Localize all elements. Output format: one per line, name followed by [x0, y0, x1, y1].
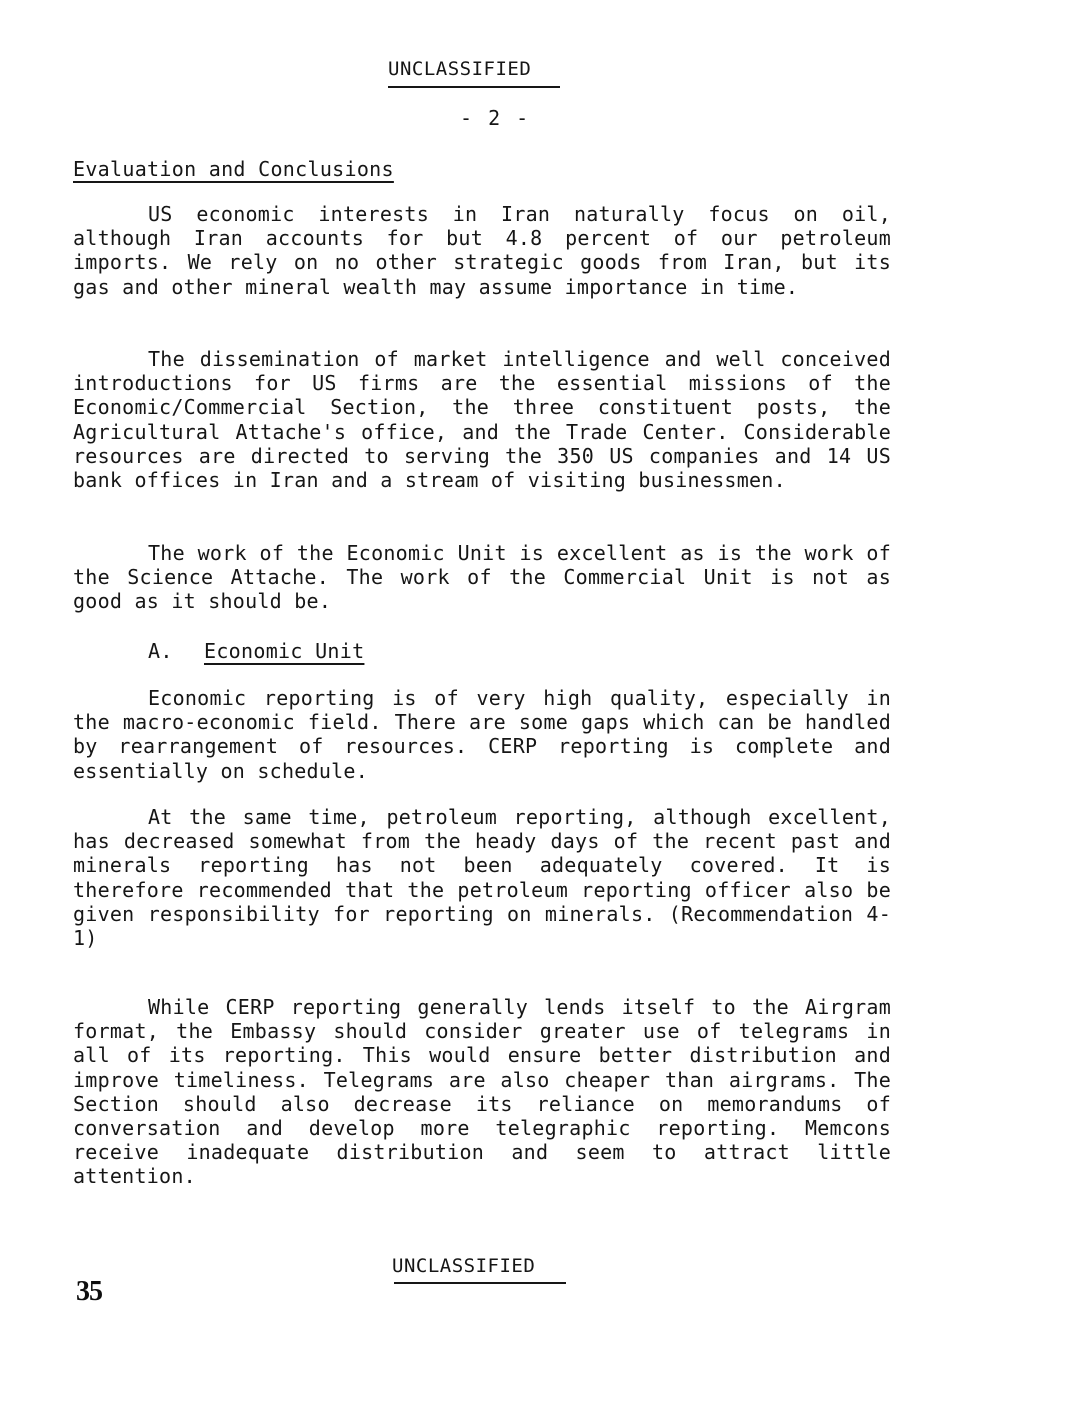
classification-footer: UNCLASSIFIED [392, 1255, 536, 1277]
paragraph-market-intelligence [73, 347, 891, 492]
paragraph-telegram-reporting [73, 995, 891, 1189]
classification-header: UNCLASSIFIED [388, 58, 532, 80]
paragraph-petroleum-reporting [73, 805, 891, 950]
subsection-letter: A. [148, 639, 173, 663]
classification-footer-underline [394, 1282, 566, 1284]
paragraph-unit-assessment [73, 541, 891, 614]
paragraph-oil-interests-text: US economic interests in Iran naturally focus on oil, although Iran accounts for but 4.8 percent of our petroleum imports. We rely on no other strategic goods from Iran, but its gas and other mineral wealth may assume importance in time. [73, 202, 891, 299]
archive-page-number: 35 [76, 1276, 102, 1307]
page-number: - 2 - [460, 106, 531, 130]
paragraph-petroleum-reporting-text: At the same time, petroleum reporting, although excellent, has decreased somewhat from the heady days of the recent past and minerals reporting has not been adequately covered. It is therefore recommended that the petroleum reporting officer also be given responsibility for reporting on minerals. (Recommendation 4-1) [73, 805, 891, 951]
section-heading: Evaluation and Conclusions [73, 157, 394, 181]
subsection-heading [148, 639, 364, 663]
paragraph-telegram-reporting-text: While CERP reporting generally lends itself to the Airgram format, the Embassy should consider greater use of telegrams in all of its reporting. This would ensure better distribution and improve timeliness. Telegrams are also cheaper than airgrams. The Section should also decrease its reliance on memorandums of conversation and develop more telegraphic reporting. Memcons receive inadequate distribution and seem to attract little attention. [73, 995, 891, 1189]
paragraph-unit-assessment-text: The work of the Economic Unit is excellent as is the work of the Science Attache. The work of the Commercial Unit is not as good as it should be. [73, 541, 891, 614]
paragraph-market-intelligence-text: The dissemination of market intelligence and well conceived introductions for US firms are the essential missions of the Economic/Commercial Section, the three constituent posts, the Agricultural Attache's office, and the Trade Center. Considerable resources are directed to serving the 350 US companies and 14 US bank offices in Iran and a stream of visiting businessmen. [73, 347, 891, 493]
paragraph-economic-reporting-text: Economic reporting is of very high quality, especially in the macro-economic field. There are some gaps which can be handled by rearrangement of resources. CERP reporting is complete and essentially on schedule. [73, 686, 891, 783]
paragraph-oil-interests [73, 202, 891, 299]
subsection-title: Economic Unit [204, 639, 365, 663]
paragraph-economic-reporting [73, 686, 891, 783]
classification-header-underline [388, 86, 560, 88]
